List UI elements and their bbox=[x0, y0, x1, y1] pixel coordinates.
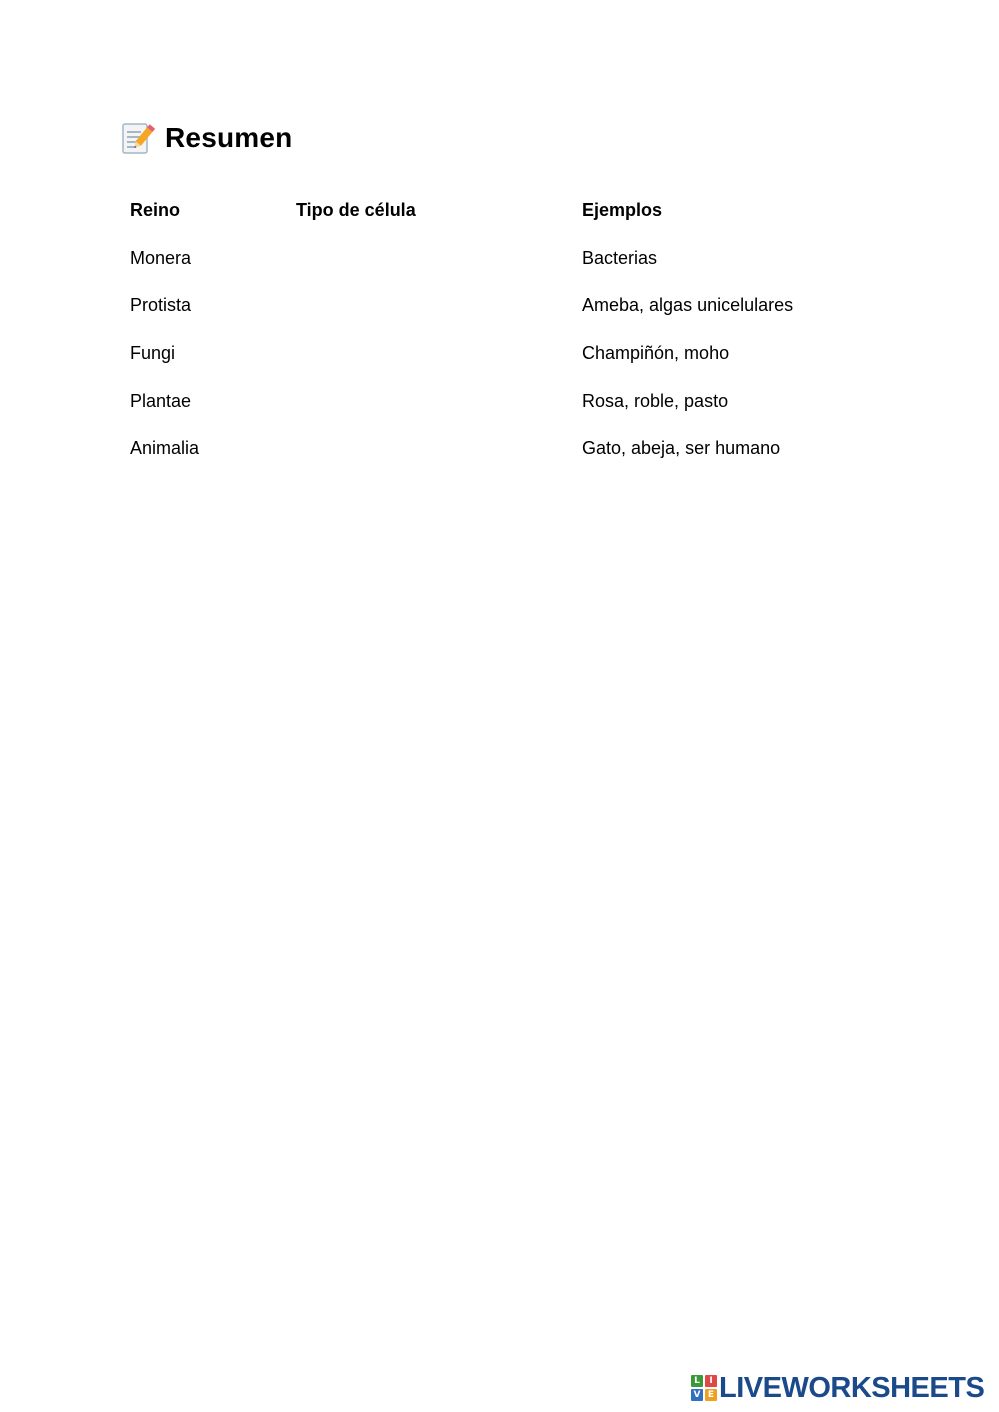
cell-ejemplos: Ameba, algas unicelulares bbox=[582, 295, 794, 316]
cell-tipo-answer-field[interactable] bbox=[296, 244, 546, 272]
cell-tipo-answer-field[interactable] bbox=[296, 387, 546, 415]
cell-tipo-answer-field[interactable] bbox=[296, 339, 546, 367]
header-ejemplos: Ejemplos bbox=[582, 200, 663, 220]
liveworksheets-logo-icon: L I V E bbox=[691, 1375, 717, 1401]
liveworksheets-logo bbox=[691, 1373, 984, 1403]
cell-ejemplos: Bacterias bbox=[582, 247, 658, 268]
summary-table bbox=[130, 196, 890, 482]
header-tipo-de-celula: Tipo de célula bbox=[296, 200, 416, 220]
cell-reino: Fungi bbox=[130, 343, 176, 364]
logo-wordmark: LIVEWORKSHEETS bbox=[719, 1371, 985, 1404]
table-row bbox=[130, 339, 890, 387]
cell-ejemplos: Gato, abeja, ser humano bbox=[582, 438, 781, 459]
table-row bbox=[130, 434, 890, 482]
cell-ejemplos: Champiñón, moho bbox=[582, 343, 730, 364]
table-row bbox=[130, 387, 890, 435]
cell-tipo-answer-field[interactable] bbox=[296, 291, 546, 319]
memo-pencil-icon bbox=[121, 121, 155, 155]
page-heading bbox=[121, 118, 292, 158]
header-reino: Reino bbox=[130, 200, 181, 220]
table-row bbox=[130, 291, 890, 339]
table-header-row bbox=[130, 196, 890, 244]
cell-reino: Plantae bbox=[130, 390, 192, 411]
cell-ejemplos: Rosa, roble, pasto bbox=[582, 390, 729, 411]
cell-tipo-answer-field[interactable] bbox=[296, 434, 546, 462]
cell-reino: Animalia bbox=[130, 438, 200, 459]
cell-reino: Monera bbox=[130, 247, 192, 268]
page-title: Resumen bbox=[165, 122, 293, 153]
cell-reino: Protista bbox=[130, 295, 192, 316]
table-row bbox=[130, 244, 890, 292]
